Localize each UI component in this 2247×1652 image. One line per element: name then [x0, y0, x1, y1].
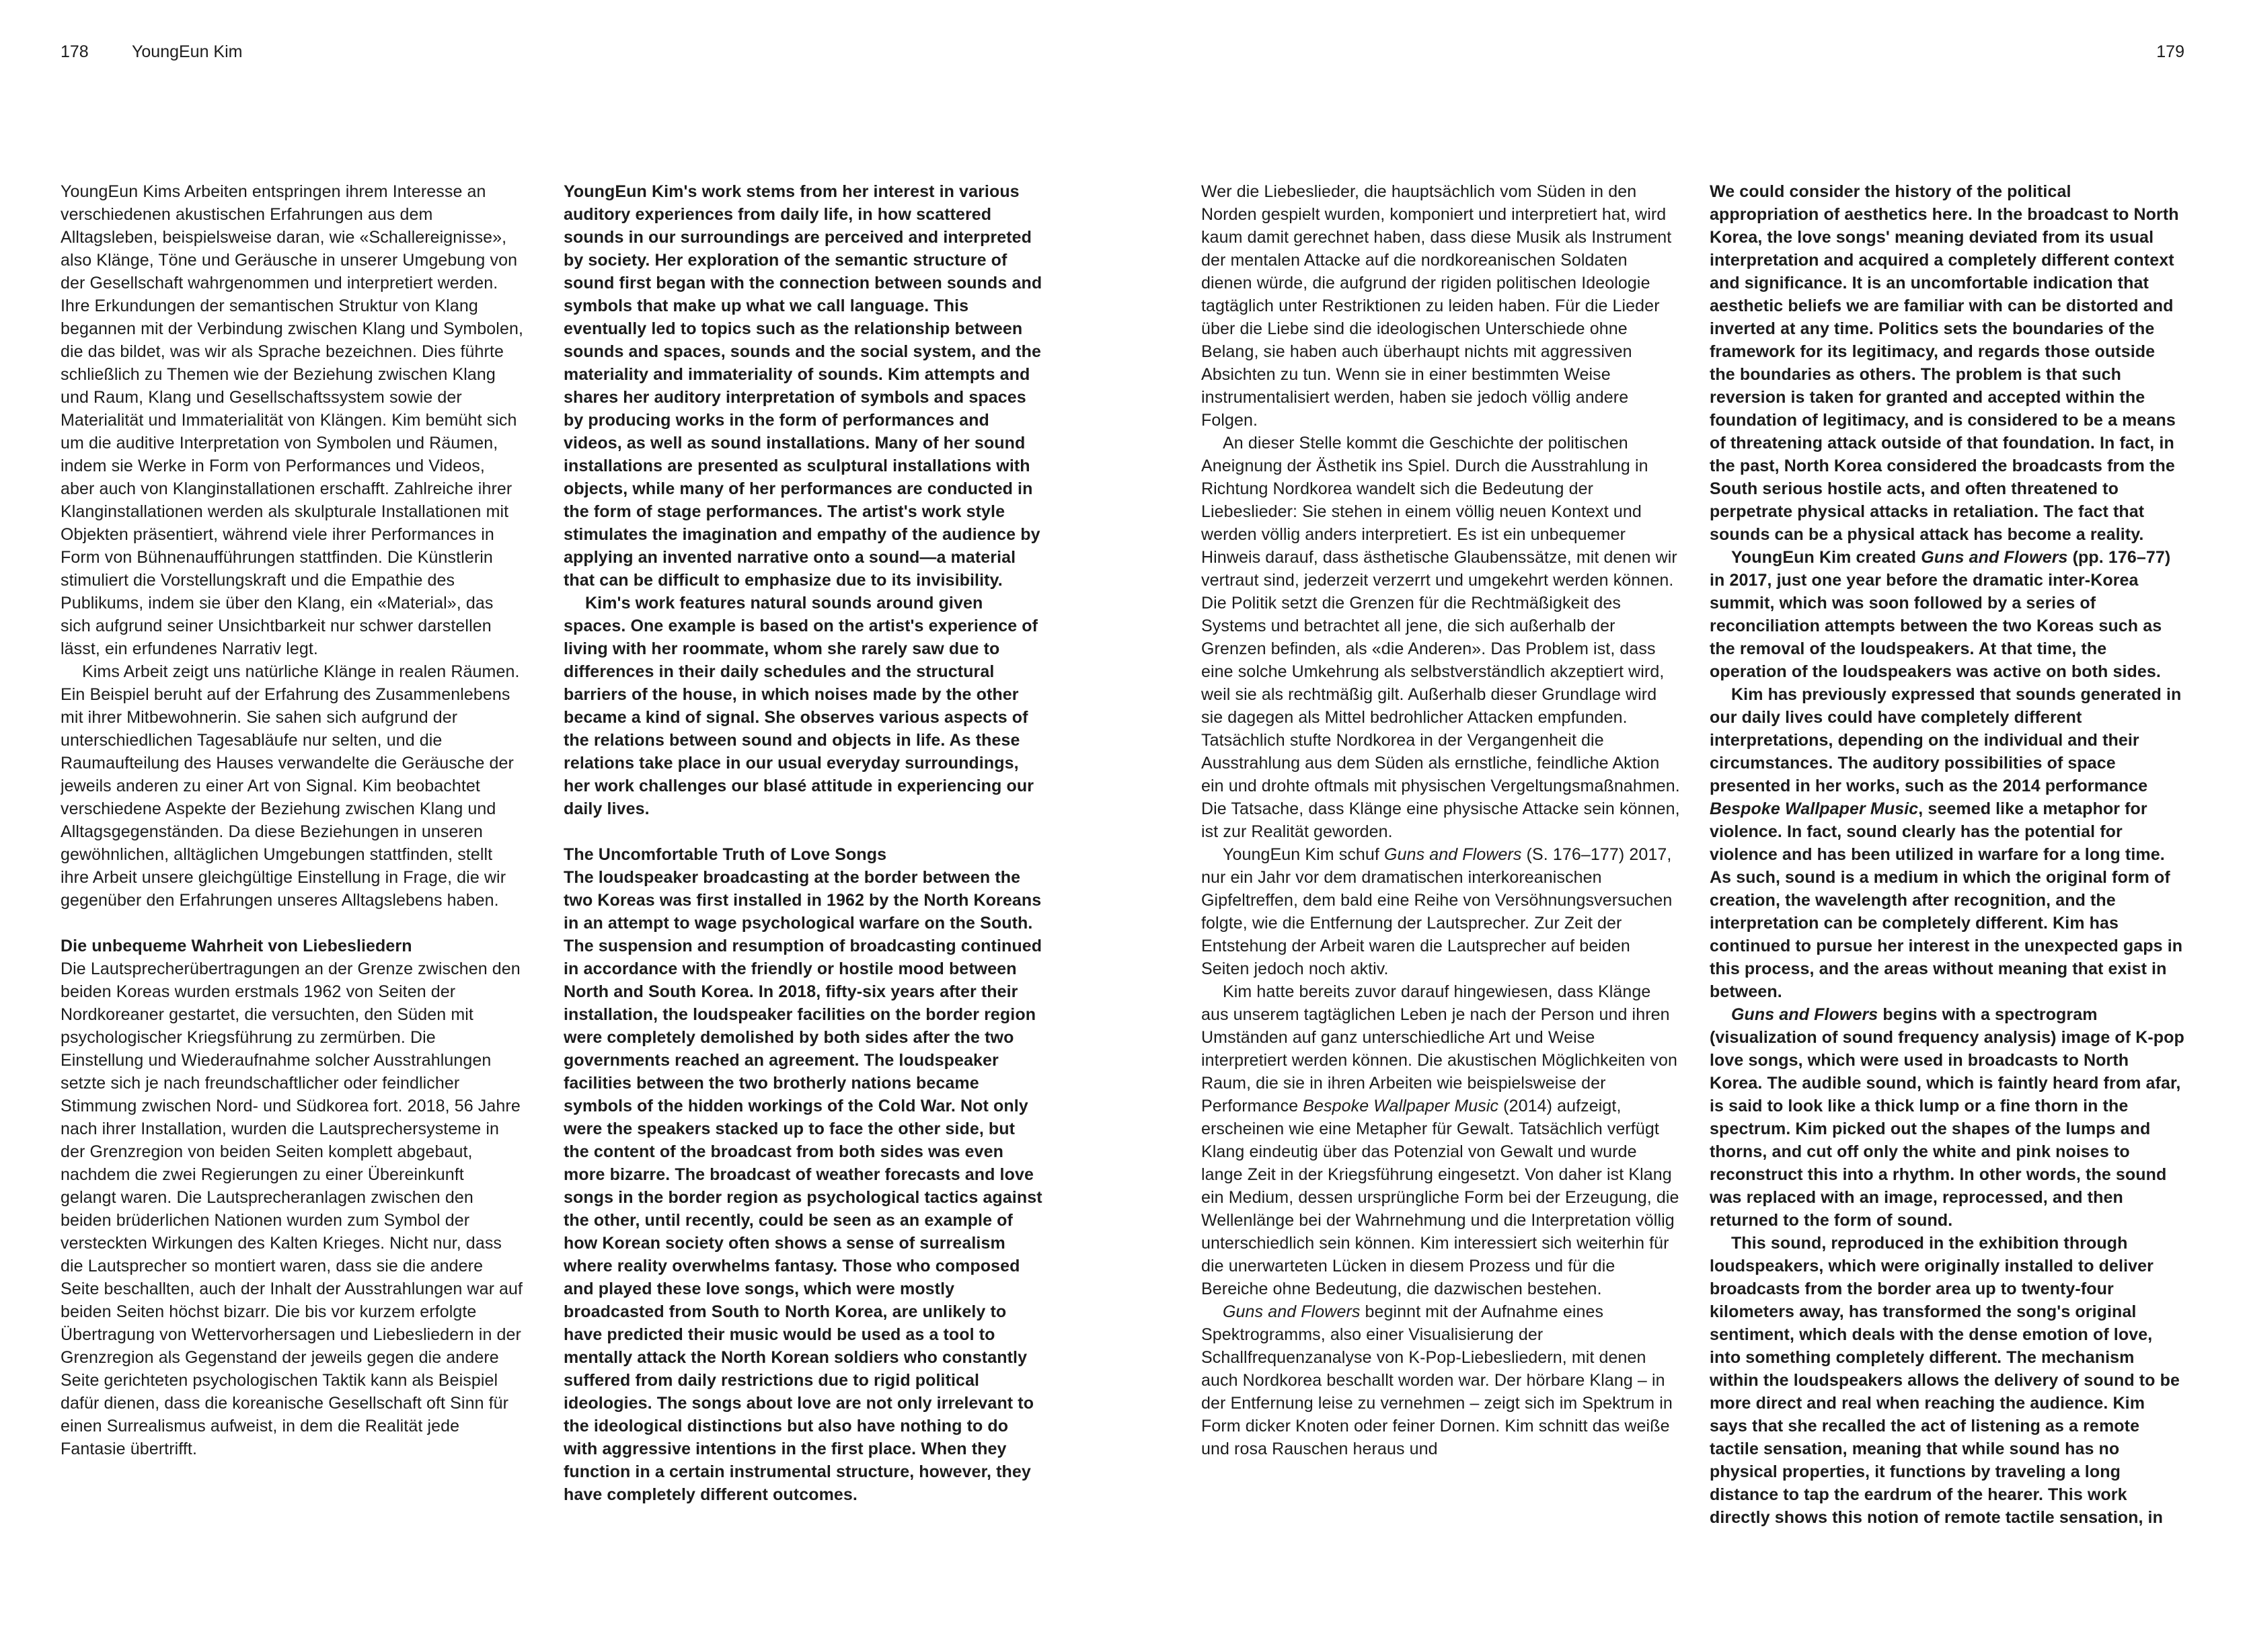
text-column-english-right [1710, 180, 2184, 1625]
left-page-number: 178 [61, 42, 89, 61]
body-paragraph: The loudspeaker broadcasting at the border between the two Koreas was first installed in 1962 by the North Koreans in an attempt to wage psychological warfare on the South. The suspension and resumption of broadcasting continued in accordance with the friendly or hostile mood between North and South Korea. In 2018, fifty-six years after their installation, the loudspeaker facilities on the border region were completely demolished by both sides after the two governments reached an agreement. The loudspeaker facilities between the two brotherly nations became symbols of the hidden workings of the Cold War. Not only were the speakers stacked up to face the other side, but the content of the broadcast from both sides was even more bizarre. The broadcast of weather forecasts and love songs in the border region as psychological tactics against the other, until recently, could be seen as an example of how Korean society often shows a sense of surrealism where reality overwhelms fantasy. Those who composed and played these love songs, which were mostly broadcasted from South to North Korea, are unlikely to have predicted their music would be used as a tool to mentally attack the North Korean soldiers who constantly suffered from daily restrictions due to rigid political ideologies. The songs about love are not only irrelevant to the ideological distinctions but also have nothing to do with aggressive intentions in the first place. When they function in a certain instrumental structure, however, they have completely different outcomes. [564, 868, 1042, 1504]
section-heading: The Uncomfortable Truth of Love Songs [564, 845, 887, 864]
text-column-german-right [1201, 180, 1683, 1625]
body-paragraph: Kims Arbeit zeigt uns natürliche Klänge in realen Räumen. Ein Beispiel beruht auf der Erfahrung des Zusammenlebens mit ihrer Mitbewohnerin. Sie sahen sich aufgrund der unterschiedlichen Tagesabläufe nur selten, und die Raumaufteilung des Hauses verwandelte die Geräusche der jeweils anderen zu einer Art von Signal. Kim beobachtet verschiedene Aspekte der Beziehung zwischen Klang und Alltagsgegenständen. Da diese Beziehungen in unseren gewöhnlichen, alltäglichen Umgebungen stattfinden, stellt ihre Arbeit unsere gleichgültige Einstellung in Frage, die wir gegenüber den Erfahrungen unseres Alltagslebens haben. [61, 662, 520, 910]
body-paragraph: YoungEun Kims Arbeiten entspringen ihrem Interesse an verschiedenen akustischen Erfahrungen aus dem Alltagsleben, beispielsweise daran, wie «Schallereignisse», also Klänge, Töne und Geräusche in unserer Umgebung von der Gesellschaft wahrgenommen und interpretiert werden. Ihre Erkundungen der semantischen Struktur von Klang begannen mit der Verbindung zwischen Klang und Symbolen, die das bildet, was wir als Sprache bezeichnen. Dies führte schließlich zu Themen wie der Beziehung zwischen Klang und Raum, Klang und Gesellschaftssystem sowie der Materialität und Immaterialität von Klängen. Kim bemüht sich um die auditive Interpretation von Symbolen und Räumen, indem sie Werke in Form von Performances und Videos, aber auch von Klanginstallationen erschafft. Zahlreiche ihrer Klanginstallationen werden als skulpturale Installationen mit Objekten präsentiert, während viele ihrer Performances in Form von Bühnenaufführungen stattfinden. Die Künstlerin stimuliert die Vorstellungskraft und die Empathie des Publikums, indem sie über den Klang, ein «Material», das sich aufgrund seiner Unsichtbarkeit nur schwer darstellen lässt, ein erfundenes Narrativ legt. [61, 182, 523, 658]
body-paragraph: YoungEun Kim's work stems from her interest in various auditory experiences from daily life, in how scattered sounds in our surroundings are perceived and interpreted by society. Her exploration of the semantic structure of sound first began with the connection between sounds and symbols that make up what we call language. This eventually led to topics such as the relationship between sounds and spaces, sounds and the social system, and the materiality and immateriality of sounds. Kim attempts and shares her auditory interpretation of symbols and spaces by producing works in the form of performances and videos, as well as sound installations. Many of her sound installations are presented as sculptural installations with objects, while many of her performances are conducted in the form of stage performances. The artist's work style stimulates the imagination and empathy of the audience by applying an invented narrative onto a sound—a material that can be difficult to emphasize due to its invisibility. [564, 182, 1042, 590]
body-paragraph: An dieser Stelle kommt die Geschichte der politischen Aneignung der Ästhetik ins Spiel. Durch die Ausstrahlung in Richtung Nordkorea wandelt sich die Bedeutung der Liebeslieder: Sie stehen in einem völlig neuen Kontext und werden völlig anders interpretiert. Es ist ein unbequemer Hinweis darauf, dass ästhetische Glaubenssätze, mit denen wir vertraut sind, jederzeit verzerrt und umgekehrt werden können. Die Politik setzt die Grenzen für die Rechtmäßigkeit des Systems und betrachtet all jene, die sich außerhalb der Grenzen befinden, als «die Anderen». Das Problem ist, dass eine solche Umkehrung als selbstverständlich akzeptiert wird, weil sie als rechtmäßig gilt. Außerhalb dieser Grundlage wird sie dagegen als Mittel bedrohlicher Attacken empfunden. Tatsächlich stufte Nordkorea in der Vergangenheit die Ausstrahlung aus dem Süden als ernstliche, feindliche Aktion ein und drohte oftmals mit physischen Vergeltungsmaßnahmen. Die Tatsache, dass Klänge eine physische Attacke sein können, ist zur Realität geworden. [1201, 434, 1680, 841]
body-paragraph: Wer die Liebeslieder, die hauptsächlich vom Süden in den Norden gespielt wurden, komponiert und interpretiert hat, wird kaum damit gerechnet haben, dass diese Musik als Instrument der mentalen Attacke auf die nordkoreanischen Soldaten dienen würde, die aufgrund der rigiden politischen Ideologie tagtäglich unter Restriktionen zu leiden haben. Für die Lieder über die Liebe sind die ideologischen Unterschiede ohne Belang, sie haben auch überhaupt nichts mit aggressiven Absichten zu tun. Wenn sie in einer bestimmten Weise instrumentalisiert werden, haben sie jedoch völlig andere Folgen. [1201, 182, 1672, 430]
body-paragraph: This sound, reproduced in the exhibition through loudspeakers, which were originally installed to deliver broadcasts from the border area up to twenty-four kilometers away, has transformed the song's original sentiment, which deals with the dense emotion of love, into something completely different. The mechanism within the loudspeakers allows the delivery of sound to be more direct and real when reaching the audience. Kim says that she recalled the act of listening as a remote tactile sensation, meaning that while sound has no physical properties, it functions by traveling a long distance to tap the eardrum of the hearer. This work directly shows this notion of remote tactile sensation, in [1710, 1234, 2180, 1527]
body-paragraph: Guns and Flowers begins with a spectrogram (visualization of sound frequency analysis) image of K-pop love songs, which were used in broadcasts to North Korea. The audible sound, which is faintly heard from afar, is said to look like a thick lump or a fine thorn in the spectrum. Kim picked out the shapes of the lumps and thorns, and cut off only the white and pink noises to reconstruct this into a rhythm. In other words, the sound was replaced with an image, reprocessed, and then returned to the form of sound. [1710, 1005, 2184, 1230]
text-column-german-left [61, 180, 523, 1625]
body-paragraph: Kim hatte bereits zuvor darauf hingewiesen, dass Klänge aus unserem tagtäglichen Leben je nach der Person und ihren Umständen auf ganz unterschiedliche Art und Weise interpretiert werden können. Die akustischen Möglichkeiten von Raum, die sie in ihren Arbeiten wie beispielsweise der Performance Bespoke Wallpaper Music (2014) aufzeigt, erscheinen wie eine Metapher für Gewalt. Tatsächlich verfügt Klang eindeutig über das Potenzial von Gewalt und wurde lange Zeit in der Kriegsführung eingesetzt. Von daher ist Klang ein Medium, dessen ursprüngliche Form bei der Erzeugung, die Wellenlänge bei der Wahrnehmung und die Interpretation völlig unterschiedlich sein können. Kim interessiert sich weiterhin für die unerwarteten Lücken in diesem Prozess und für die Bereiche ohne Bedeutung, die dazwischen bestehen. [1201, 982, 1679, 1298]
body-paragraph: Kim has previously expressed that sounds generated in our daily lives could have completely different interpretations, depending on the individual and their circumstances. The auditory possibilities of space presented in her works, such as the 2014 performance Bespoke Wallpaper Music, seemed like a metaphor for violence. In fact, sound clearly has the potential for violence and has been utilized in warfare for a long time. As such, sound is a medium in which the original form of creation, the wavelength after recognition, and the interpretation can be completely different. Kim has continued to pursue her interest in the unexpected gaps in this process, and the areas without meaning that exist in between. [1710, 685, 2183, 1001]
body-paragraph: Guns and Flowers beginnt mit der Aufnahme eines Spektrogramms, also einer Visualisierung der Schallfrequenzanalyse von K-Pop-Liebesliedern, mit denen auch Nordkorea beschallt worden war. Der hörbare Klang – in der Entfernung leise zu vernehmen – zeigt sich im Spektrum in Form dicker Knoten oder feiner Dornen. Kim schnitt das weiße und rosa Rauschen heraus und [1201, 1302, 1673, 1458]
body-paragraph: YoungEun Kim schuf Guns and Flowers (S. 176–177) 2017, nur ein Jahr vor dem dramatischen interkoreanischen Gipfeltreffen, dem bald eine Reihe von Versöhnungsversuchen folgte, wie die Entfernung der Lautsprecher. Zur Zeit der Entstehung der Arbeit waren die Lautsprecher auf beiden Seiten jedoch noch aktiv. [1201, 845, 1673, 978]
right-page-number: 179 [2156, 42, 2184, 61]
text-column-english-left [564, 180, 1042, 1625]
body-paragraph: YoungEun Kim created Guns and Flowers (pp. 176–77) in 2017, just one year before the dramatic inter-Korea summit, which was soon followed by a series of reconciliation attempts between the two Koreas such as the removal of the loudspeakers. At that time, the operation of the loudspeakers was active on both sides. [1710, 548, 2171, 681]
section-heading: Die unbequeme Wahrheit von Liebesliedern [61, 937, 412, 955]
body-paragraph: Kim's work features natural sounds around given spaces. One example is based on the artist's experience of living with her roommate, whom she rarely saw due to differences in their daily schedules and the structural barriers of the house, in which noises made by the other became a kind of signal. She observes various aspects of the relations between sound and objects in life. As these relations take place in our usual everyday surroundings, her work challenges our blasé attitude in experiencing our daily lives. [564, 594, 1038, 818]
running-title: YoungEun Kim [132, 42, 243, 61]
body-paragraph: We could consider the history of the political appropriation of aesthetics here. In the broadcast to North Korea, the love songs' meaning deviated from its usual interpretation and acquired a completely different context and significance. It is an uncomfortable indication that aesthetic beliefs we are familiar with can be distorted and inverted at any time. Politics sets the boundaries of the framework for its legitimacy, and regards those outside the boundaries as others. The problem is that such reversion is taken for granted and accepted within the foundation of legitimacy, and is considered to be a means of threatening attack outside of that foundation. In fact, in the past, North Korea considered the broadcasts from the South serious hostile acts, and often threatened to perpetrate physical attacks in retaliation. The fact that sounds can be a physical attack has become a reality. [1710, 182, 2179, 544]
body-paragraph: Die Lautsprecherübertragungen an der Grenze zwischen den beiden Koreas wurden erstmals 1962 von Seiten der Nordkoreaner gestartet, die versuchten, den Süden mit psychologischer Kriegsführung zu zermürben. Die Einstellung und Wiederaufnahme solcher Ausstrahlungen setzte sich je nach freundschaftlicher oder feindlicher Stimmung zwischen Nord- und Südkorea fort. 2018, 56 Jahre nach ihrer Installation, wurden die Lautsprechersysteme in der Grenzregion von beiden Seiten komplett abgebaut, nachdem die zwei Regierungen zu einer Übereinkunft gelangt waren. Die Lautsprecheranlagen zwischen den beiden brüderlichen Nationen wurden zum Symbol der versteckten Wirkungen des Kalten Krieges. Nicht nur, dass die Lautsprecher so montiert waren, dass sie die andere Seite beschallten, auch der Inhalt der Ausstrahlungen war auf beiden Seiten höchst bizarr. Die bis vor kurzem erfolgte Übertragung von Wettervorhersagen und Liebesliedern in der Grenzregion als Gegenstand der jeweils gegen die andere Seite gerichteten psychologischen Taktik kann als Beispiel dafür dienen, dass die koreanische Gesellschaft oft Sinn für einen Surrealismus aufweist, in dem die Realität jede Fantasie übertrifft. [61, 959, 523, 1458]
